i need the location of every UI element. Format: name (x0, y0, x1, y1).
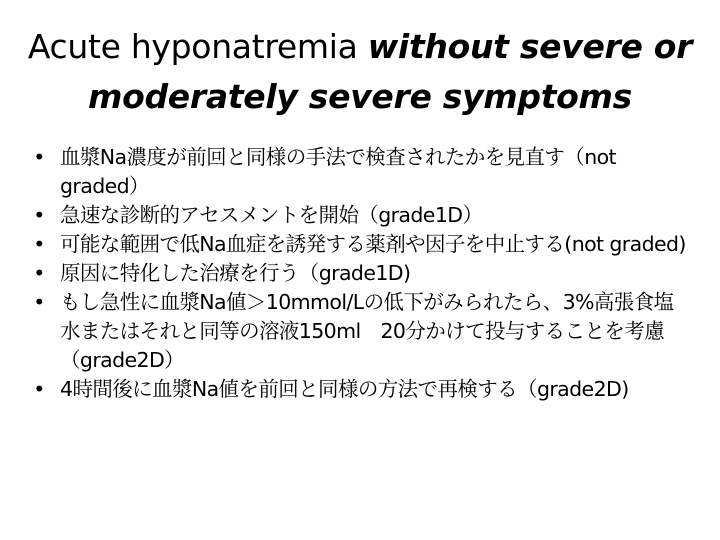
bullet-dot-icon: • (33, 261, 45, 285)
slide-title (20, 22, 700, 122)
bullet-item (30, 201, 690, 230)
bullet-item (30, 288, 690, 375)
bullet-dot-icon: • (33, 145, 45, 169)
bullet-text: もし急性に血漿Na値＞10mmol/Lの低下がみられたら、3%高張食塩水またはそれと同等の溶液150ml 20分かけて投与することを考慮（grade2D） (60, 290, 674, 372)
bullet-item (30, 259, 690, 288)
bullet-item (30, 143, 690, 201)
bullet-item (30, 230, 690, 259)
bullet-text: 原因に特化した治療を行う（grade1D) (60, 261, 411, 285)
bullet-dot-icon: • (33, 377, 45, 401)
bullet-text: 血漿Na濃度が前回と同様の手法で検査されたかを見直す（not graded） (60, 145, 616, 198)
title-plain-text: Acute hyponatremia (27, 27, 368, 66)
bullet-dot-icon: • (33, 232, 45, 256)
bullet-dot-icon: • (33, 203, 45, 227)
bullet-dot-icon: • (33, 290, 45, 314)
title-italic-text: without severe or moderately severe symptoms (88, 27, 693, 116)
bullet-text: 可能な範囲で低Na血症を誘発する薬剤や因子を中止する(not graded) (60, 232, 686, 256)
bullet-text: 4時間後に血漿Na値を前回と同様の方法で再検する（grade2D) (60, 377, 629, 401)
bullet-list (30, 143, 690, 404)
bullet-item (30, 375, 690, 404)
bullet-text: 急速な診断的アセスメントを開始（grade1D） (60, 203, 483, 227)
